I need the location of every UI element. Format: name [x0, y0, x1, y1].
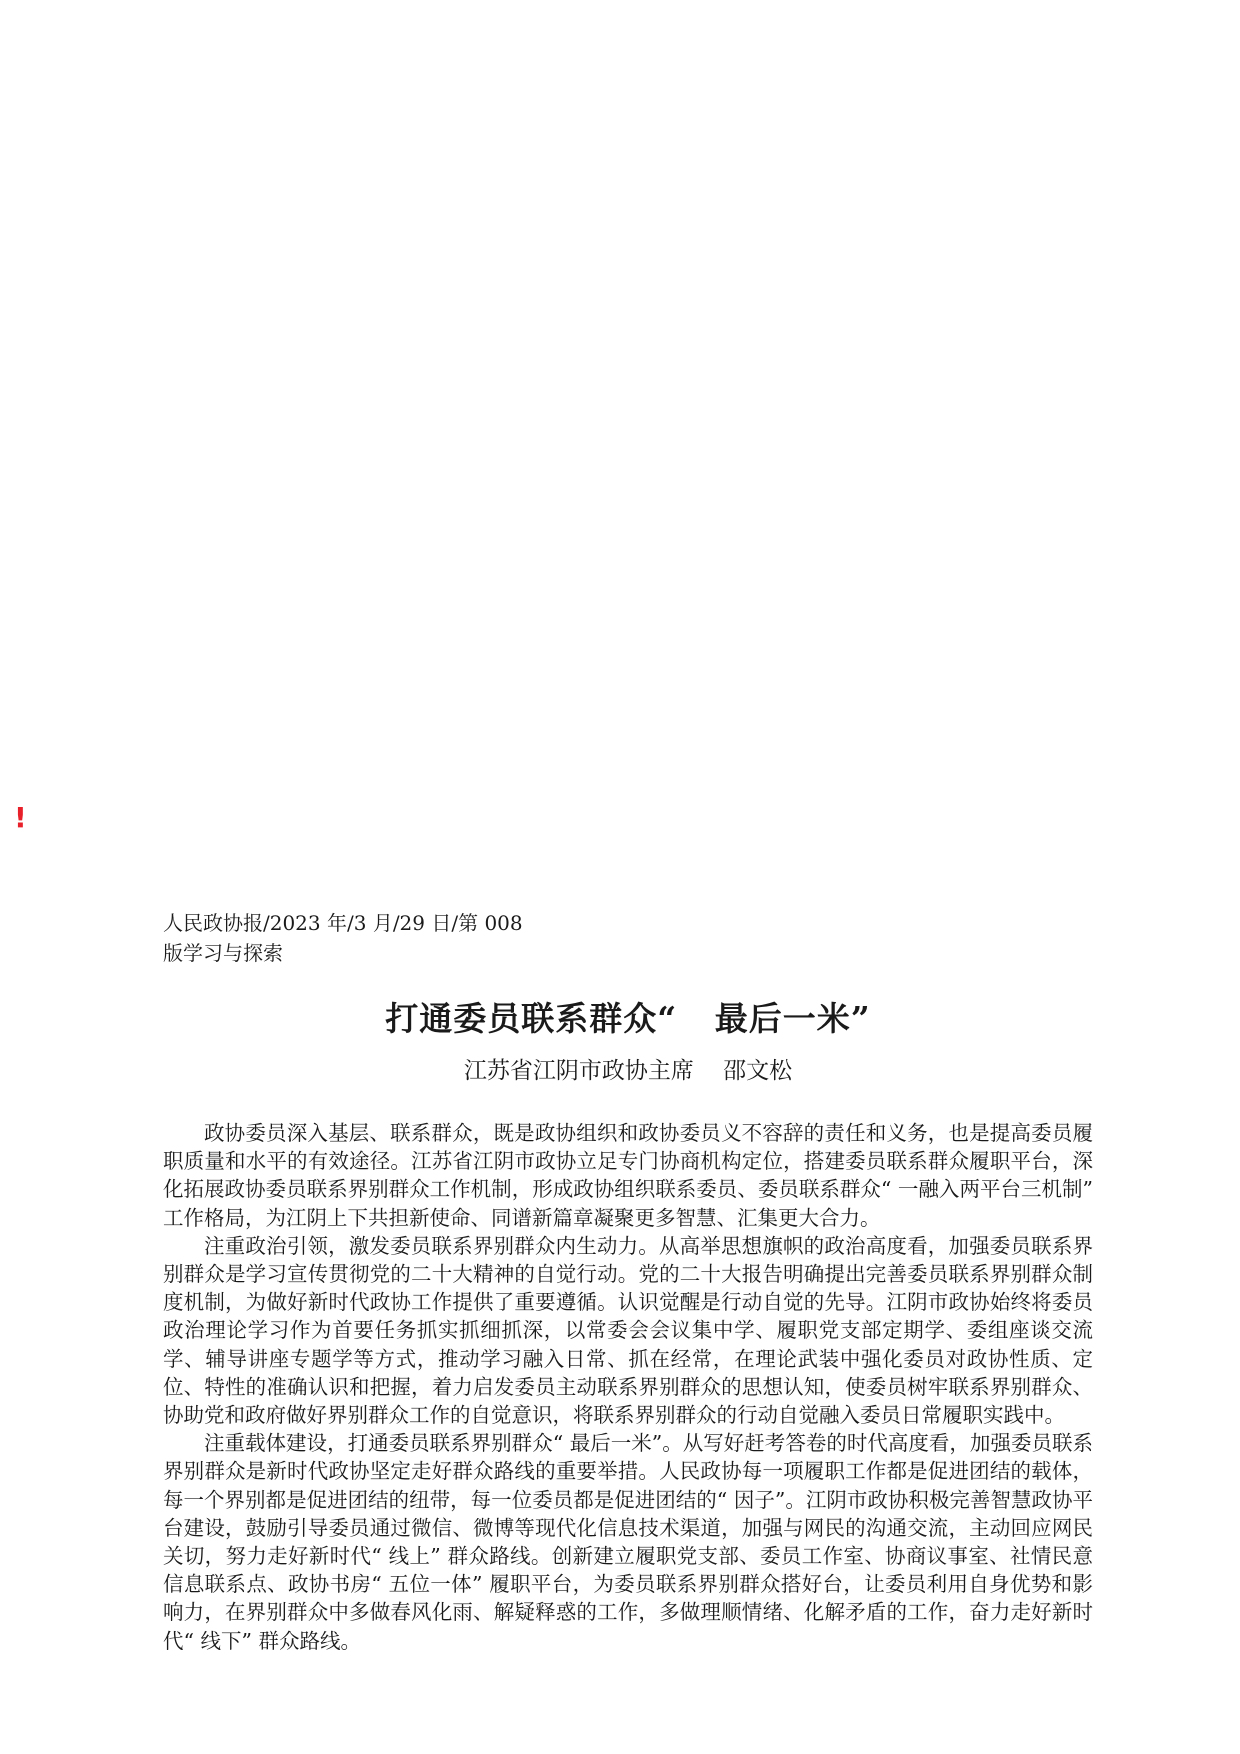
source-line: 人民政协报/2023 年/3 月/29 日/第 008: [163, 911, 523, 935]
article-title: 打通委员联系群众“ 最后一米”: [385, 999, 871, 1038]
red-exclamation-mark: !: [14, 801, 27, 834]
body-paragraph: 注重载体建设，打通委员联系界别群众“ 最后一米”。从写好赶考答卷的时代高度看，加强委员联系界别群众是新时代政协坚定走好群众路线的重要举措。人民政协每一项履职工作都是促进团结的载体，每一个界别都是促进团结的纽带，每一位委员都是促进团结的“ 因子”。江阴市政协积极完善智慧政协平台建设，鼓励引导委员通过微信、微博等现代化信息技术渠道，加强与网民的沟通交流，主动回应网民关切，努力走好新时代“ 线上” 群众路线。创新建立履职党支部、委员工作室、协商议事室、社情民意信息联系点、政协书房“ 五位一体” 履职平台，为委员联系界别群众搭好台，让委员利用自身优势和影响力，在界别群众中多做春风化雨、解疑释惑的工作，多做理顺情绪、化解矛盾的工作，奋力走好新时代“ 线下” 群众路线。: [163, 1431, 1093, 1653]
body-paragraph: 注重政治引领，激发委员联系界别群众内生动力。从高举思想旗帜的政治高度看，加强委员联系界别群众是学习宣传贯彻党的二十大精神的自觉行动。党的二十大报告明确提出完善委员联系界别群众制度机制，为做好新时代政协工作提供了重要遵循。认识觉醒是行动自觉的先导。江阴市政协始终将委员政治理论学习作为首要任务抓实抓细抓深，以常委会会议集中学、履职党支部定期学、委组座谈交流学、辅导讲座专题学等方式，推动学习融入日常、抓在经常，在理论武装中强化委员对政协性质、定位、特性的准确认识和把握，着力启发委员主动联系界别群众的思想认知，使委员树牢联系界别群众、协助党和政府做好界别群众工作的自觉意识，将联系界别群众的行动自觉融入委员日常履职实践中。: [163, 1233, 1093, 1428]
body-paragraph: 政协委员深入基层、联系群众，既是政协组织和政协委员义不容辞的责任和义务，也是提高委员履职质量和水平的有效途径。江苏省江阴市政协立足专门协商机构定位，搭建委员联系群众履职平台，深化拓展政协委员联系界别群众工作机制，形成政协组织联系委员、委员联系群众“ 一融入两平台三机制” 工作格局，为江阴上下共担新使命、同谱新篇章凝聚更多智慧、汇集更大合力。: [163, 1121, 1093, 1230]
article-body: [163, 1119, 1093, 1655]
section-line: 版学习与探索: [163, 941, 283, 965]
article-author: 江苏省江阴市政协主席 邵文松: [463, 1058, 793, 1084]
article-page: [163, 908, 1093, 1655]
